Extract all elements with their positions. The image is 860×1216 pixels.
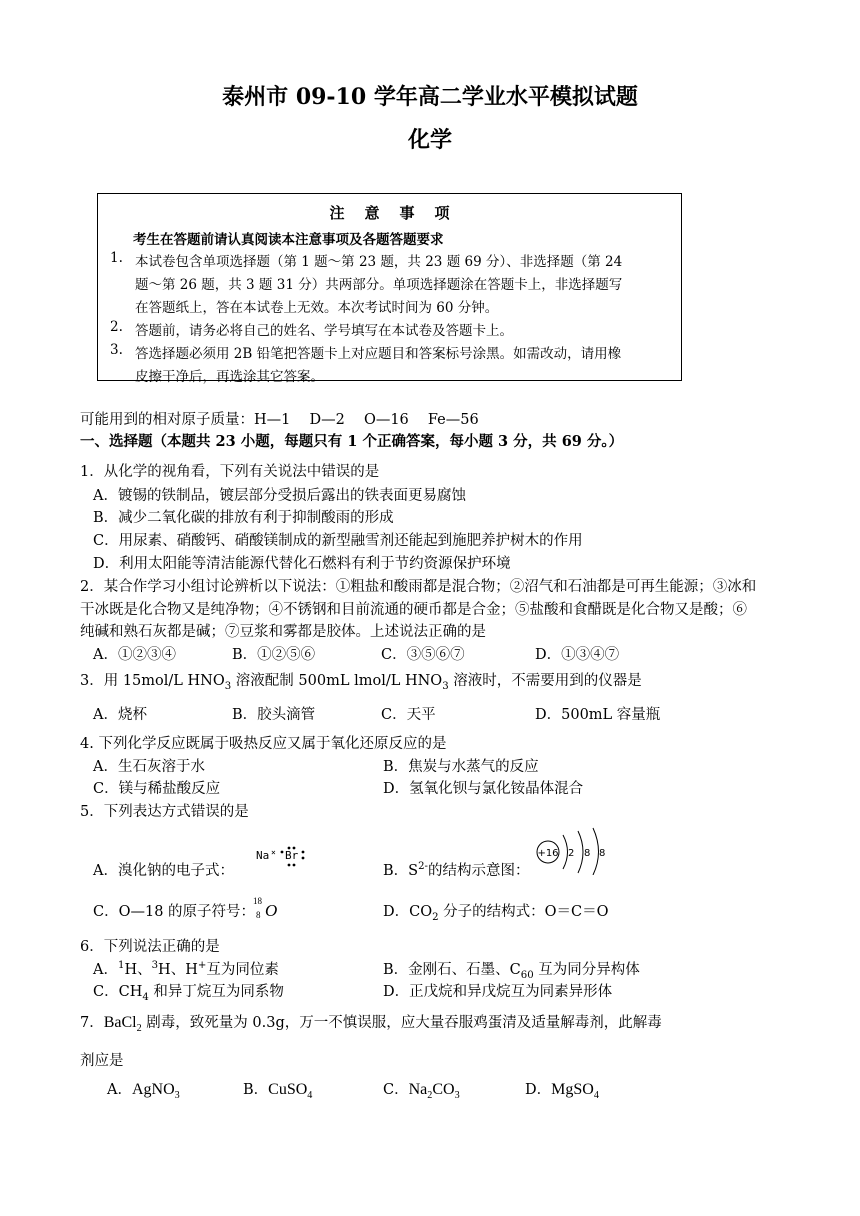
question-7-option-d	[525, 1078, 599, 1101]
sulfide-ion-structure-diagram	[526, 825, 616, 875]
shell-electron-count: 8	[599, 848, 606, 859]
subscript: 4	[593, 1089, 599, 1101]
question-7-line: 剂应是	[80, 1053, 124, 1069]
subscript: 4	[307, 1089, 313, 1101]
subscript: 3	[442, 680, 449, 692]
question-2-option-a: A．①②③④	[93, 647, 176, 663]
stem-text: 剧毒，致死量为 0.3g，万一不慎误服，应大量吞服鸡蛋清及适量解毒剂，此解毒	[141, 1015, 662, 1031]
notice-item-line: 在答题纸上，答在本试卷上无效。本次考试时间为 60 分钟。	[135, 300, 499, 316]
notice-item-line: 皮擦干净后，再选涂其它答案。	[135, 369, 324, 385]
page-subject: 化学	[407, 127, 452, 153]
question-4-option-a: A．生石灰溶于水	[93, 759, 205, 775]
question-5-option-a: A．溴化钠的电子式：	[93, 863, 234, 879]
oxygen-18-symbol	[252, 894, 282, 922]
option-label: A．	[93, 962, 118, 978]
question-5-option-d	[383, 900, 609, 923]
question-2-line: 纯碱和熟石灰都是碱；⑦豆浆和雾都是胶体。上述说法正确的是	[80, 624, 486, 640]
option-text: B．S	[383, 863, 419, 879]
formula: CO	[432, 1081, 455, 1098]
formula: AgNO	[131, 1081, 175, 1098]
question-3-option-c: C．天平	[381, 707, 436, 723]
question-5-stem: 5．下列表达方式错误的是	[80, 804, 249, 820]
nabr-electron-formula	[254, 844, 314, 870]
shell-electron-count: 2	[568, 848, 575, 859]
question-2-option-b: B．①②⑤⑥	[232, 647, 316, 663]
stem-text: 7．	[80, 1015, 104, 1031]
mass-number: 18	[253, 896, 262, 906]
question-2-option-d: D．①③④⑦	[535, 647, 620, 663]
question-6-option-a	[93, 958, 279, 979]
notice-heading	[98, 202, 681, 223]
notice-heading-char: 事	[399, 204, 415, 222]
superscript: +	[197, 960, 207, 972]
question-5-option-b	[383, 859, 529, 880]
question-4-option-c: C．镁与稀盐酸反应	[93, 781, 221, 797]
notice-item-num: 2.	[110, 319, 123, 335]
question-5-option-c: C．O—18 的原子符号：	[93, 904, 256, 920]
notice-item-line: 答选择题必须用 2B 铅笔把答题卡上对应题目和答案标号涂黑。如需改动，请用橡	[135, 346, 622, 362]
stem-text: 3．用 15mol/L HNO	[80, 673, 225, 689]
superscript: 1	[117, 960, 125, 972]
option-label: A．	[107, 1082, 132, 1098]
question-4-option-d: D．氢氧化钡与氯化铵晶体混合	[383, 781, 584, 797]
option-label: C．	[383, 1082, 409, 1098]
superscript: 2-	[418, 861, 428, 873]
option-text: B．金刚石、石墨、C	[383, 962, 521, 978]
question-1-option-c: C．用尿素、硝酸钙、硝酸镁制成的新型融雪剂还能起到施肥养护树木的作用	[93, 533, 583, 549]
question-4-stem: 4. 下列化学反应既属于吸热反应又属于氧化还原反应的是	[80, 736, 447, 752]
question-2-line: 2．某合作学习小组讨论辨析以下说法：①粗盐和酸雨都是混合物；②沼气和石油都是可再生能源；③冰和	[80, 579, 757, 595]
nucleus-charge: +16	[537, 848, 559, 859]
section-title: 一、选择题（本题共 23 小题，每题只有 1 个正确答案，每小题 3 分，共 69 分。）	[80, 433, 624, 450]
option-text: 分子的结构式：O＝C＝O	[438, 904, 609, 920]
notice-item-line: 本试卷包含单项选择题（第 1 题～第 23 题，共 23 题 69 分）、非选择题（第 24	[135, 254, 623, 270]
question-3-option-d: D．500mL 容量瓶	[535, 707, 661, 723]
shell-electron-count: 8	[584, 848, 591, 859]
subscript: 3	[174, 1089, 180, 1101]
question-3-option-a: A．烧杯	[93, 707, 147, 723]
subscript: 2	[432, 911, 439, 923]
atomic-number: 8	[256, 910, 261, 920]
atomic-masses: 可能用到的相对原子质量：H—1 D—2 O—16 Fe—56	[80, 412, 479, 428]
sodium-symbol: Na	[256, 849, 270, 862]
subscript: 2	[427, 1089, 433, 1101]
question-7-line	[80, 1011, 662, 1034]
option-text: H、	[124, 962, 152, 978]
cross-electron: ×	[271, 848, 276, 857]
stem-text: 溶液时，不需要用到的仪器是	[448, 673, 642, 689]
formula: MgSO	[551, 1081, 594, 1098]
question-7-option-a	[107, 1078, 180, 1101]
question-2-option-c: C．③⑤⑥⑦	[381, 647, 465, 663]
element-symbol: O	[265, 901, 278, 920]
option-text: D．CO	[383, 904, 433, 920]
page-title: 泰州市 09-10 学年高二学业水平模拟试题	[222, 84, 638, 110]
question-2-line: 干冰既是化合物又是纯净物；④不锈钢和目前流通的硬币都是合金；⑤盐酸和食醋既是化合物又是酸；⑥	[80, 602, 747, 618]
bromine-symbol: Br	[285, 849, 299, 862]
option-text: 和异丁烷互为同系物	[148, 984, 284, 1000]
question-1-option-b: B．减少二氧化碳的排放有利于抑制酸雨的形成	[93, 510, 394, 526]
superscript: 3	[151, 960, 159, 972]
question-7-option-c	[383, 1078, 460, 1101]
option-text: C．CH	[93, 984, 143, 1000]
notice-item-num: 3.	[110, 342, 123, 358]
option-text: H、H	[158, 962, 198, 978]
question-1-option-a: A．镀锡的铁制品，镀层部分受损后露出的铁表面更易腐蚀	[93, 488, 466, 504]
formula: Na	[408, 1081, 428, 1098]
notice-heading-char: 意	[364, 204, 380, 222]
notice-item-line: 答题前，请务必将自己的姓名、学号填写在本试卷及答题卡上。	[135, 323, 513, 339]
question-6-option-c	[93, 980, 284, 1003]
notice-heading-char: 项	[434, 204, 450, 222]
stem-text: 溶液配制 500mL lmol/L HNO	[231, 673, 443, 689]
question-3-stem	[80, 669, 642, 692]
option-text: 互为同位素	[206, 962, 279, 978]
notice-heading-char: 注	[329, 204, 345, 222]
option-text: 的结构示意图：	[427, 863, 530, 879]
notice-item-line: 题～第 26 题，共 3 题 31 分）共两部分。单项选择题涂在答题卡上，非选择题写	[135, 277, 623, 293]
notice-item-num: 1.	[110, 250, 123, 266]
question-6-option-d: D．正戊烷和异戊烷互为同素异形体	[383, 984, 613, 1000]
question-6-option-b	[383, 958, 640, 981]
question-7-option-b	[243, 1078, 312, 1101]
option-label: B．	[243, 1082, 269, 1098]
question-4-option-b: B．焦炭与水蒸气的反应	[383, 759, 539, 775]
subscript: 3	[224, 680, 232, 692]
formula: CuSO	[268, 1081, 308, 1098]
subscript: 2	[136, 1022, 142, 1034]
formula: BaCl	[103, 1014, 137, 1031]
question-1-option-d: D．利用太阳能等清洁能源代替化石燃料有利于节约资源保护环境	[93, 556, 511, 572]
option-label: D．	[525, 1082, 552, 1098]
question-3-option-b: B．胶头滴管	[232, 707, 316, 723]
notice-subheading: 考生在答题前请认真阅读本注意事项及各题答题要求	[133, 232, 444, 248]
question-6-stem: 6．下列说法正确的是	[80, 939, 220, 955]
question-1-stem: 1．从化学的视角看，下列有关说法中错误的是	[80, 464, 380, 480]
subscript: 60	[520, 969, 534, 981]
option-text: 互为同分异构体	[533, 962, 640, 978]
subscript: 4	[142, 991, 149, 1003]
subscript: 3	[454, 1089, 460, 1101]
notice-box	[97, 193, 682, 385]
